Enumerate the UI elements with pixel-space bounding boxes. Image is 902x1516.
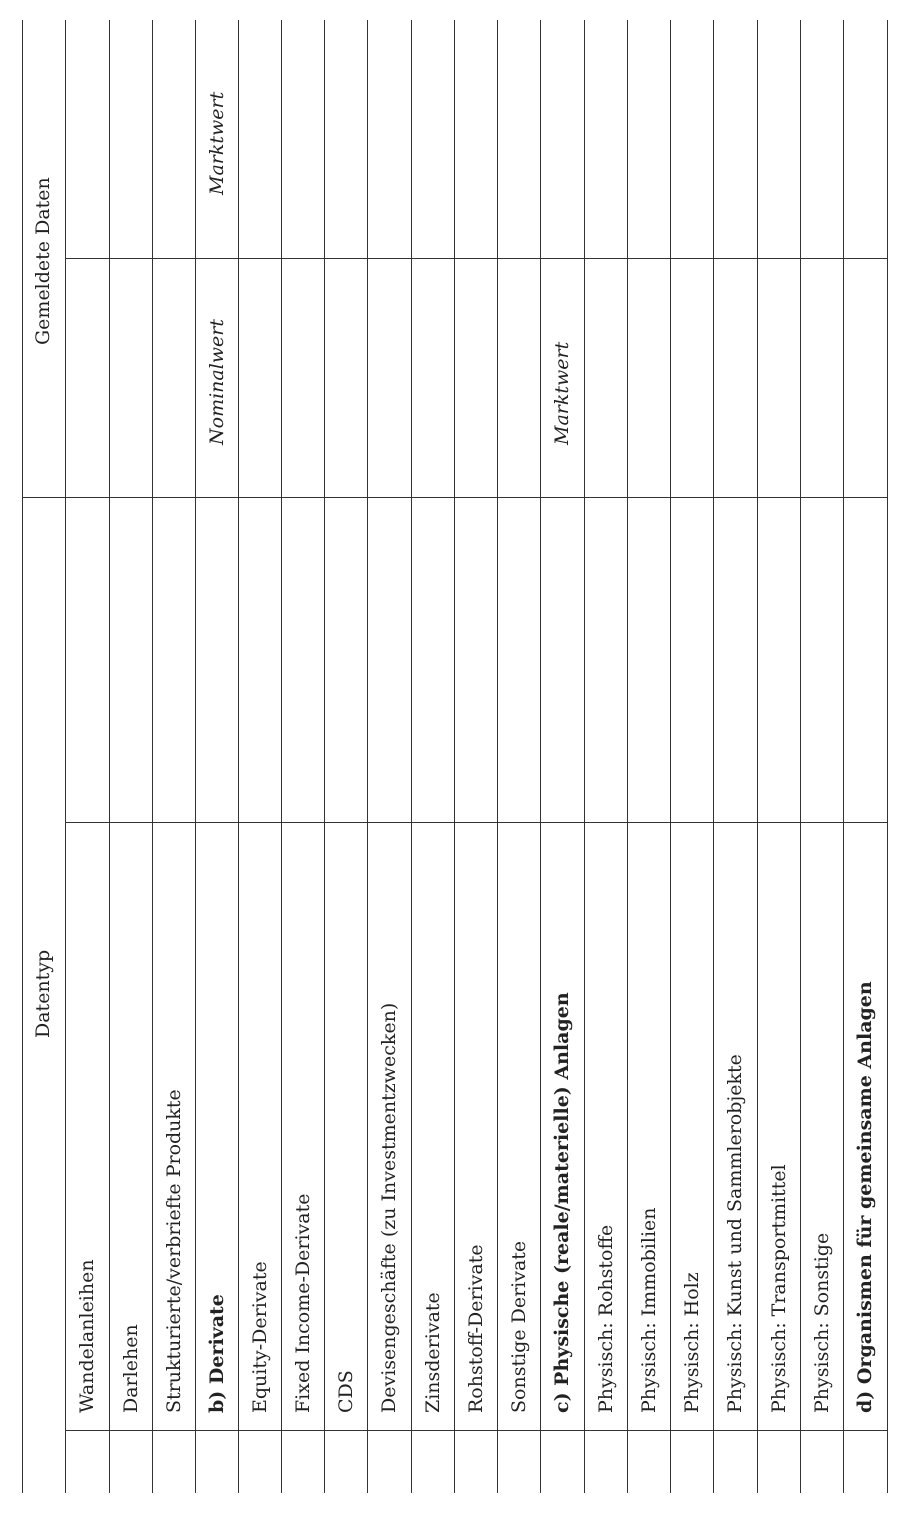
row-separator [540,20,541,1493]
row-label: Physisch: Kunst und Sammlerobjekte [724,1054,746,1413]
row-label: Physisch: Transportmittel [767,1164,790,1413]
row-separator [238,20,239,1493]
row-separator [324,20,325,1493]
row-separator [281,20,282,1493]
row-label: Strukturierte/verbriefte Produkte [162,1089,185,1413]
row-separator [800,20,801,1493]
row-separator [367,20,368,1493]
row-label: Wandelanleihen [76,1259,98,1413]
column-separator-values [65,258,887,259]
row-label: Equity-Derivate [248,1261,271,1413]
row-label: Fixed Income-Derivate [291,1193,314,1413]
row-separator [152,20,153,1493]
row-separator [757,20,758,1493]
column-separator-label [65,822,887,823]
row-label: d) Organismen für gemeinsame Anlagen [854,981,876,1413]
row-separator [670,20,671,1493]
row-value: Marktwert [205,91,228,195]
row-value: Nominalwert [205,318,228,445]
header-datentyp: Datentyp [32,949,54,1038]
row-label: Darlehen [119,1324,142,1413]
column-separator-main [22,497,887,498]
row-label: Physisch: Sonstige [810,1232,833,1413]
row-label: Zinsderivate [421,1292,444,1413]
row-separator [65,20,66,1493]
column-separator-rowindex [65,1430,887,1431]
row-value: Marktwert [551,341,573,445]
row-separator [411,20,412,1493]
row-separator [887,20,888,1493]
row-separator [627,20,628,1493]
row-label: b) Derivate [205,1294,228,1413]
row-label: Sonstige Derivate [507,1240,530,1413]
row-label: c) Physische (reale/materielle) Anlagen [551,992,573,1413]
row-label: Physisch: Rohstoffe [594,1224,617,1413]
row-label: Physisch: Holz [680,1272,703,1413]
row-separator [195,20,196,1493]
row-label: CDS [334,1370,357,1413]
row-separator [713,20,714,1493]
row-separator [497,20,498,1493]
row-separator [109,20,110,1493]
row-separator [454,20,455,1493]
row-label: Devisengeschäfte (zu Investmentzwecken) [378,1002,400,1413]
header-gemeldete-daten: Gemeldete Daten [32,177,54,345]
row-label: Rohstoff-Derivate [464,1244,487,1413]
row-separator [22,20,23,1493]
row-label: Physisch: Immobilien [637,1207,660,1413]
row-separator [843,20,844,1493]
row-separator [584,20,585,1493]
